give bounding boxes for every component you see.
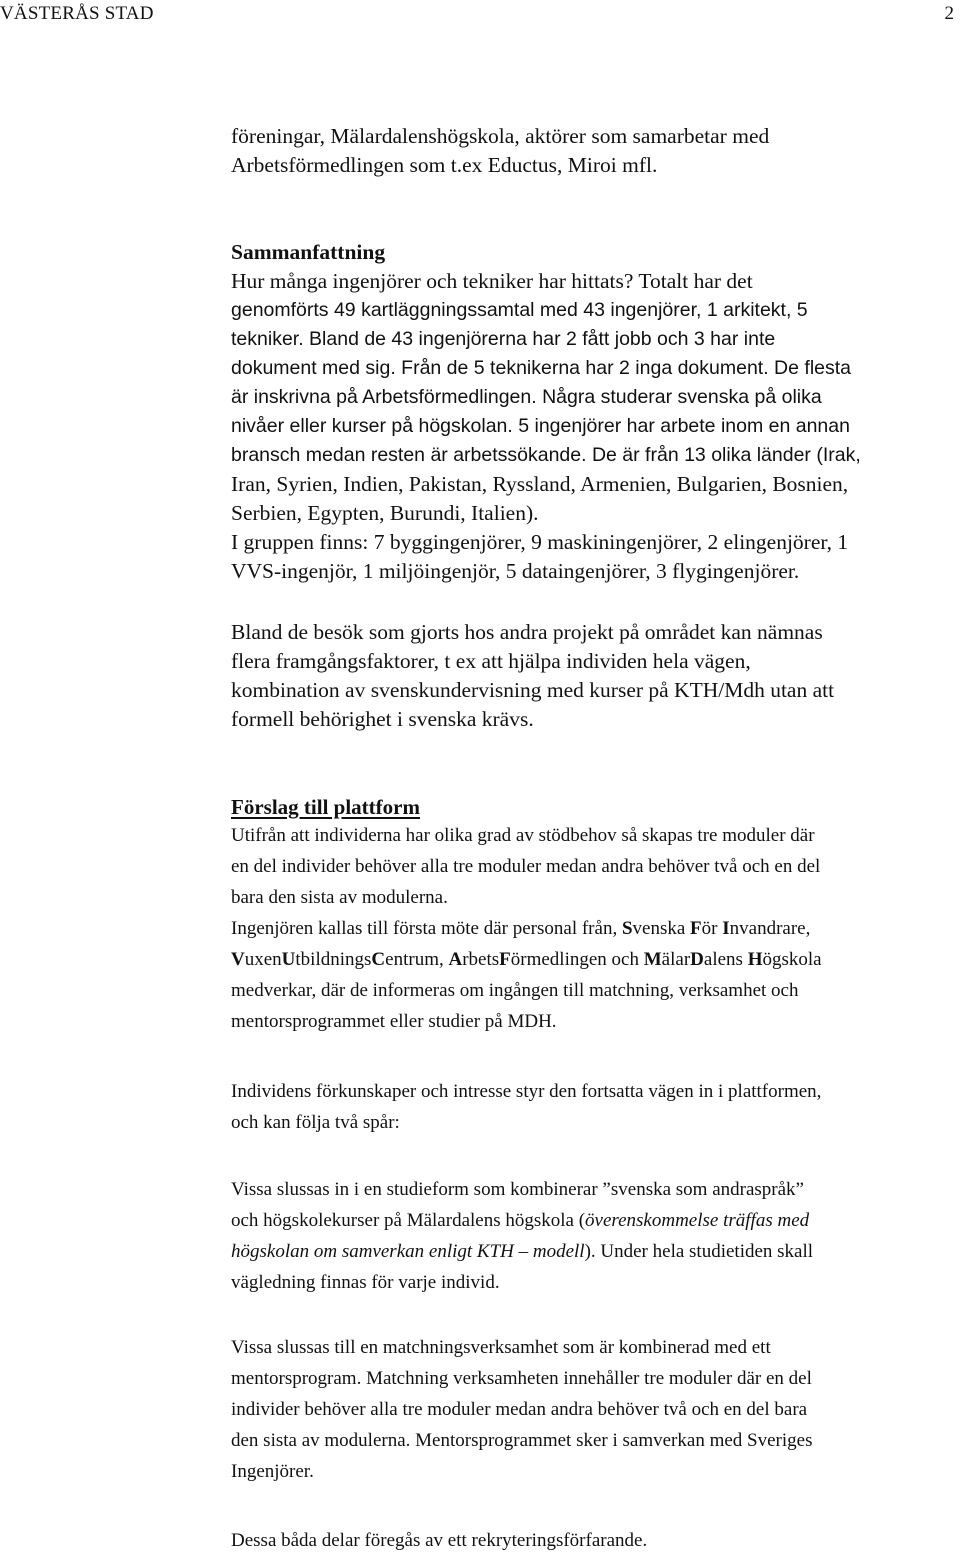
proposal-heading: Förslag till plattform (231, 795, 420, 819)
text-line: tekniker. Bland de 43 ingenjörerna har 2 fått jobb och 3 har inte (231, 328, 776, 350)
acronym-letter: U (281, 949, 296, 970)
text-line: föreningar, Mälardalenshögskola, aktörer som samarbetar med (231, 124, 770, 148)
org-name: VÄSTERÅS STAD (0, 3, 154, 24)
track-2-paragraph (231, 1332, 812, 1487)
text-line: mentorsprogrammet eller studier på MDH. (231, 1011, 557, 1032)
acronym-letter: S (621, 918, 633, 939)
text-span: ögskola (762, 949, 822, 970)
text-line: Hur många ingenjörer och tekniker har hittats? Totalt har det (231, 269, 753, 293)
text-span: entrum, (385, 949, 449, 970)
visits-paragraph (231, 618, 834, 734)
text-line: I gruppen finns: 7 byggingenjörer, 9 maskiningenjörer, 2 elingenjörer, 1 (231, 530, 849, 554)
text-line: formell behörighet i svenska krävs. (231, 707, 534, 731)
summary-heading-text: Sammanfattning (231, 240, 386, 264)
text-line: bara den sista av modulerna. (231, 887, 448, 908)
acronym-letter: V (231, 949, 245, 970)
track-1-paragraph (231, 1174, 813, 1298)
text-line: Vissa slussas in i en studieform som kombinerar ”svenska som andraspråk” (231, 1179, 804, 1200)
text-line: flera framgångsfaktorer, t ex att hjälpa individen hela vägen, (231, 649, 751, 673)
text-line: och kan följa två spår: (231, 1112, 400, 1133)
acronym-letter: D (690, 949, 704, 970)
intro-paragraph (231, 122, 769, 180)
text-span: örmedlingen och (510, 949, 644, 970)
text-line: nivåer eller kurser på högskolan. 5 ingenjörer har arbete inom en annan (231, 415, 850, 437)
text-span: venska (632, 918, 691, 939)
text-span: tbildnings (295, 949, 372, 970)
text-span: rbets (462, 949, 500, 970)
acronym-letter: C (371, 949, 386, 970)
text-span: nvandrare, (729, 918, 811, 939)
text-line: Ingenjörer. (231, 1461, 314, 1482)
text-span: och högskolekurser på Mälardalens högskola ( (231, 1210, 586, 1231)
acronym-letter: F (690, 918, 702, 939)
text-line: Utifrån att individerna har olika grad av stödbehov så skapas tre moduler där (231, 825, 815, 846)
text-line: Individens förkunskaper och intresse styr den fortsatta vägen in i plattformen, (231, 1081, 822, 1102)
text-line: Bland de besök som gjorts hos andra projekt på området kan nämnas (231, 620, 823, 644)
text-span: ). Under hela studietiden skall (584, 1241, 814, 1262)
text-line: kombination av svenskundervisning med kurser på KTH/Mdh utan att (231, 678, 835, 702)
text-span: alens (703, 949, 748, 970)
acronym-letter: A (448, 949, 463, 970)
summary-lines-c (231, 470, 848, 586)
summary-lines-a (231, 267, 753, 296)
closing-paragraph (231, 1525, 647, 1556)
text-span: Ingenjören kallas till första möte där personal från, (231, 918, 622, 939)
summary-heading (231, 238, 385, 267)
proposal-intro (231, 820, 822, 1037)
text-line: bransch medan resten är arbetssökande. De är från 13 olika länder (Irak, (231, 444, 861, 466)
text-line: är inskrivna på Arbetsförmedlingen. Några studerar svenska på olika (231, 386, 822, 408)
meeting-line-1 (231, 913, 822, 944)
acronym-letter: F (499, 949, 511, 970)
italic-span: överenskommelse träffas med (585, 1210, 810, 1231)
text-line: en del individer behöver alla tre moduler medan andra behöver två och en del (231, 856, 821, 877)
track1-line-3 (231, 1236, 813, 1267)
text-line: vägledning finnas för varje individ. (231, 1272, 500, 1293)
acronym-letter: M (643, 949, 662, 970)
text-line: Vissa slussas till en matchningsverksamhet som är kombinerad med ett (231, 1337, 771, 1358)
track1-line-2 (231, 1205, 813, 1236)
text-line: individer behöver alla tre moduler medan andra behöver två och en del bara (231, 1399, 808, 1420)
text-span: uxen (244, 949, 282, 970)
text-span: ör (701, 918, 723, 939)
tracks-intro (231, 1076, 821, 1138)
page-header (0, 3, 954, 27)
text-line: mentorsprogram. Matchning verksamheten innehåller tre moduler där en del (231, 1368, 812, 1389)
text-span: älar (661, 949, 691, 970)
text-line: genomförts 49 kartläggningssamtal med 43 ingenjörer, 1 arkitekt, 5 (231, 299, 808, 321)
text-line: VVS-ingenjör, 1 miljöingenjör, 5 dataingenjörer, 3 flygingenjörer. (231, 559, 800, 583)
acronym-letter: H (747, 949, 763, 970)
text-line: den sista av modulerna. Mentorsprogrammet sker i samverkan med Sveriges (231, 1430, 813, 1451)
text-line: Dessa båda delar föregås av ett rekryteringsförfarande. (231, 1530, 648, 1551)
summary-lines-b (231, 296, 861, 470)
italic-span: högskolan om samverkan enligt KTH – modell (231, 1241, 585, 1262)
meeting-line-2 (231, 944, 822, 975)
text-line: medverkar, där de informeras om ingången till matchning, verksamhet och (231, 980, 799, 1001)
text-line: Serbien, Egypten, Burundi, Italien). (231, 501, 539, 525)
acronym-letter: I (722, 918, 730, 939)
page-number: 2 (944, 3, 954, 24)
text-line: dokument med sig. Från de 5 teknikerna har 2 inga dokument. De flesta (231, 357, 852, 379)
text-line: Iran, Syrien, Indien, Pakistan, Ryssland, Armenien, Bulgarien, Bosnien, (231, 472, 849, 496)
text-line: Arbetsförmedlingen som t.ex Eductus, Miroi mfl. (231, 153, 658, 177)
